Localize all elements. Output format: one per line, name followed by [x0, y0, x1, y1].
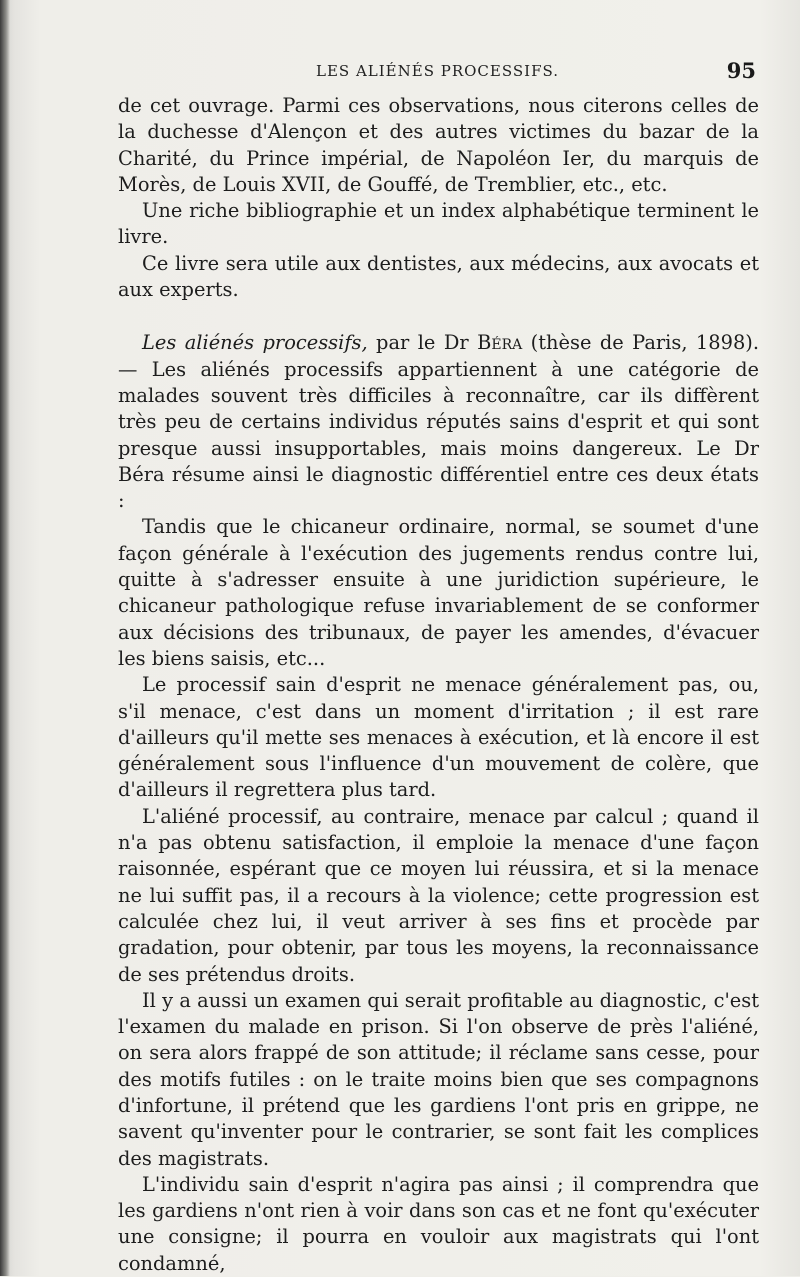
paragraph-5: Tandis que le chicaneur ordinaire, normal, se soumet d'une façon générale à l'exécution des jugements rendus contre lui, quitte à s'adresser ensuite à une juridiction supérieure, le chicaneur pathologique refuse invariablement de se conformer aux décisions des tribunaux, de payer les amendes, d'évacuer les biens saisis, etc...	[118, 515, 759, 670]
page-header	[0, 60, 800, 88]
paragraph-3: Ce livre sera utile aux dentistes, aux médecins, aux avocats et aux experts.	[118, 251, 759, 302]
paragraph-2: Une riche bibliographie et un index alphabétique terminent le livre.	[118, 199, 759, 249]
paragraph-9: L'individu sain d'esprit n'agira pas ainsi ; il comprendra que les gardiens n'ont rien à voir dans son cas et ne font qu'exécuter une consigne; il pourra en vouloir aux magistrats qui l'ont condamné,	[118, 1172, 759, 1275]
paragraph-7: L'aliéné processif, au contraire, menace par calcul ; quand il n'a pas obtenu satisfaction, il emploie la menace d'une façon raisonnée, espérant que ce moyen lui réussira, et si la menace ne lui suffit pas, il a recours à la violence; cette progression est calculée chez lui, il veut arriver à ses fins et procède par gradation, pour obtenir, par tous les moyens, la reconnaissance de ses prétendus droits.	[118, 804, 759, 986]
paragraph-6: Le processif sain d'esprit ne menace généralement pas, ou, s'il menace, c'est dans un moment d'irritation ; il est rare d'ailleurs qu'il mette ses menaces à exécution, et là encore il est généralement sous l'influence d'un mouvement de colère, que d'ailleurs il regrettera plus tard.	[118, 673, 759, 802]
review-by: par le Dr	[367, 331, 478, 355]
page-spine-shadow	[0, 0, 10, 1276]
review-author: Béra	[477, 331, 523, 355]
page-number: 95	[726, 58, 756, 83]
running-title: LES ALIÉNÉS PROCESSIFS.	[316, 62, 559, 80]
paragraph-8: Il y a aussi un examen qui serait profitable au diagnostic, c'est l'examen du malade en prison. Si l'on observe de près l'aliéné, on sera alors frappé de son attitude; il réclame sans cesse, pour des motifs futiles : on le traite moins bien que ses compagnons d'infortune, il prétend que les gardiens l'ont pris en grippe, ne savent qu'inventer pour le contrarier, se sont fait les complices des magistrats.	[118, 988, 759, 1170]
paragraph-1: de cet ouvrage. Parmi ces observations, nous citerons celles de la duchesse d'Alençon et des autres victimes du bazar de la Charité, du Prince impérial, de Napoléon Ier, du marquis de Morès, de Louis XVII, de Gouffé, de Tremblier, etc., etc.	[118, 94, 759, 196]
body-text	[118, 93, 759, 1277]
review-title: Les aliénés processifs,	[142, 331, 368, 355]
review-text: (thèse de Paris, 1898). — Les aliénés processifs appartiennent à une catégorie de malades souvent très difficiles à reconnaître, car ils diffèrent très peu de certains individus réputés sains d'esprit et qui sont presque aussi insupportables, mais moins dangereux. Le Dr Béra résume ainsi le diagnostic différentiel entre ces deux états :	[118, 331, 760, 513]
review-paragraph	[118, 330, 759, 514]
